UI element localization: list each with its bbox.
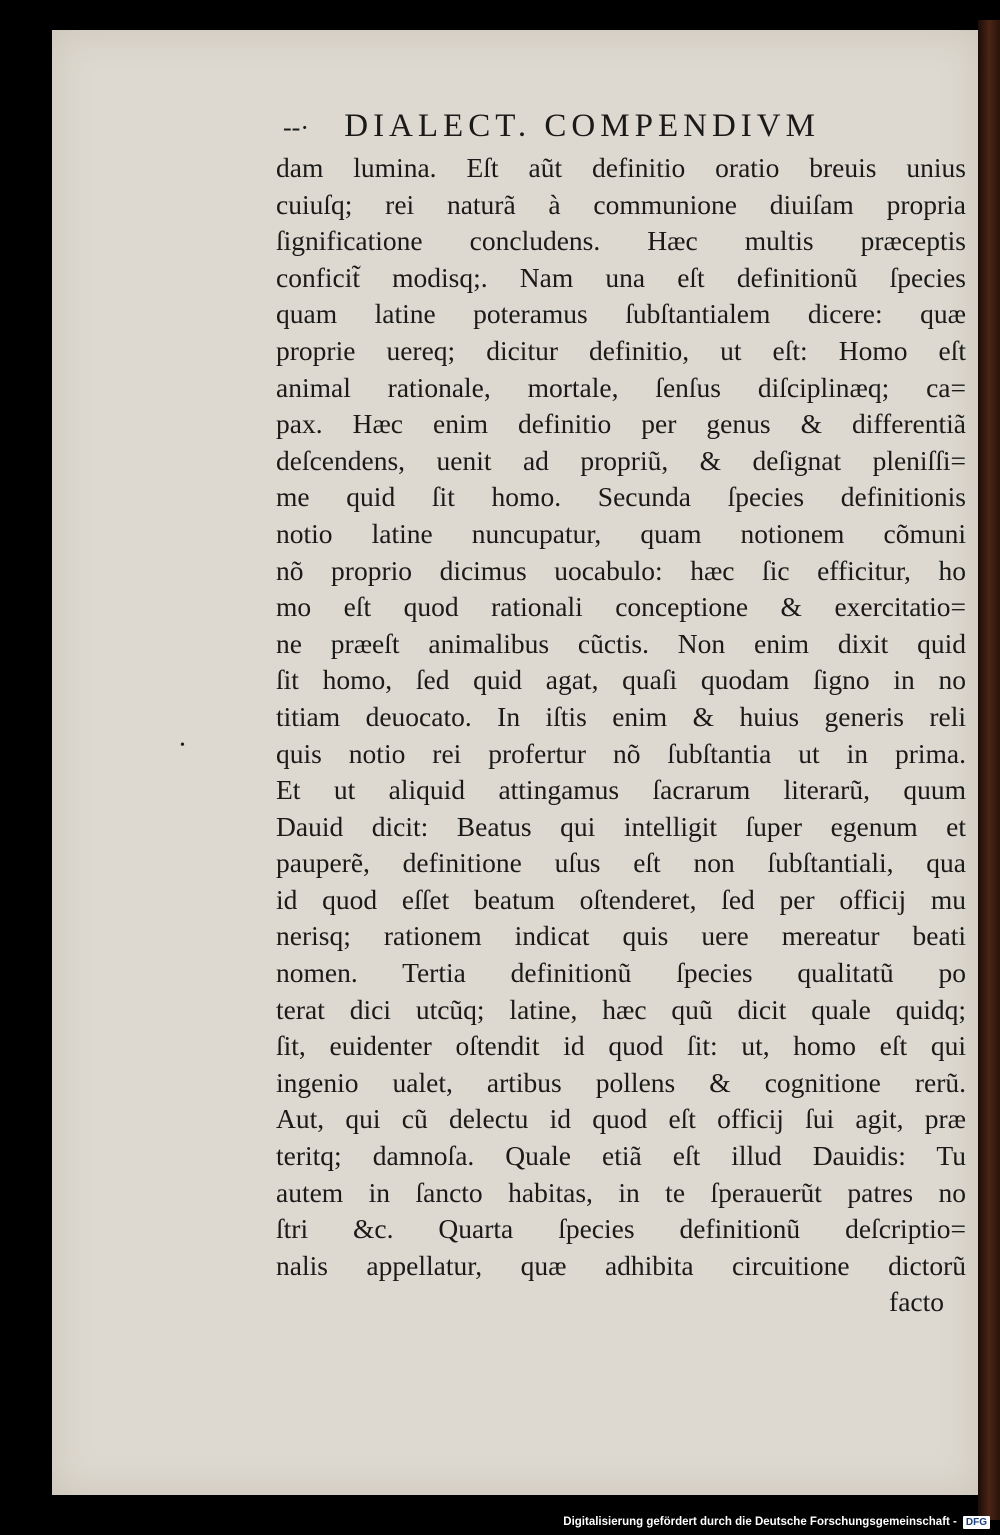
text-line: pax. Hæc enim definitio per genus & differentiã xyxy=(276,408,966,440)
header-mark: --· xyxy=(283,113,309,142)
text-line: Aut, qui cũ delectu id quod eſt officij ſui agit, præ xyxy=(276,1103,966,1135)
dfg-logo-icon: DFG xyxy=(963,1516,990,1529)
text-line: conficit̃ modisq;. Nam una eſt definitionũ ſpecies xyxy=(276,261,966,293)
text-line: teritq; damnoſa. Quale etiã eſt illud Dauidis: Tu xyxy=(276,1140,966,1172)
text-line: ingenio ualet, artibus pollens & cognitione rerũ. xyxy=(276,1066,966,1098)
body-text xyxy=(276,150,966,1321)
text-line: ſit, euidenter oſtendit id quod ſit: ut, homo eſt qui xyxy=(276,1030,966,1062)
text-line: autem in ſancto habitas, in te ſperauerũt patres no xyxy=(276,1176,966,1208)
text-line: quam latine poteramus ſubſtantialem dicere: quæ xyxy=(276,298,966,330)
text-line: terat dici utcũq; latine, hæc quũ dicit quale quidq; xyxy=(276,993,966,1025)
text-line: mo eſt quod rationali conceptione & exercitatio= xyxy=(276,591,966,623)
text-line: ſit homo, ſed quid agat, quaſi quodam ſigno in no xyxy=(276,664,966,696)
header-title: DIALECT. COMPENDIVM xyxy=(344,108,820,144)
text-line: deſcendens, uenit ad propriũ, & deſignat pleniſſi= xyxy=(276,444,966,476)
text-line: nerisq; rationem indicat quis uere mereatur beati xyxy=(276,920,966,952)
text-line: nomen. Tertia definitionũ ſpecies qualitatũ po xyxy=(276,957,966,989)
catchword: facto xyxy=(889,1286,944,1318)
text-line: pauperẽ, definitione uſus eſt non ſubſtantiali, qua xyxy=(276,847,966,879)
running-header xyxy=(283,108,963,152)
text-line: ſtri &c. Quarta ſpecies definitionũ deſcriptio= xyxy=(276,1213,966,1245)
footer-credit: Digitalisierung gefördert durch die Deutsche Forschungsgemeinschaft - xyxy=(563,1516,957,1528)
text-line: dam lumina. Eſt aũt definitio oratio breuis unius xyxy=(276,152,966,183)
text-line: Et ut aliquid attingamus ſacrarum literarũ, quum xyxy=(276,774,966,806)
text-line: Dauid dicit: Beatus qui intelligit ſuper egenum et xyxy=(276,810,966,842)
text-line: id quod eſſet beatum oſtenderet, ſed per officij mu xyxy=(276,883,966,915)
text-line: notio latine nuncupatur, quam notionem cõmuni xyxy=(276,517,966,549)
text-line: quis notio rei profertur nõ ſubſtantia ut in prima. xyxy=(276,737,966,769)
stray-mark: • xyxy=(180,738,185,753)
text-line: proprie uereq; dicitur definitio, ut eſt: Homo eſt xyxy=(276,334,966,366)
text-line: ne præeſt animalibus cũctis. Non enim dixit quid xyxy=(276,627,966,659)
digitization-footer xyxy=(563,1513,990,1531)
text-line: ſignificatione concludens. Hæc multis præceptis xyxy=(276,225,966,257)
text-line: animal rationale, mortale, ſenſus diſciplinæq; ca= xyxy=(276,371,966,403)
text-line: titiam deuocato. In iſtis enim & huius generis reli xyxy=(276,700,966,732)
text-line: nalis appellatur, quæ adhibita circuitione dictorũ xyxy=(276,1249,966,1281)
text-line: nõ proprio dicimus uocabulo: hæc ſic efficitur, ho xyxy=(276,554,966,586)
text-line: cuiuſq; rei naturã à communione diuiſam propria xyxy=(276,188,966,220)
book-edge xyxy=(978,20,1000,1520)
text-line: me quid ſit homo. Secunda ſpecies definitionis xyxy=(276,481,966,513)
